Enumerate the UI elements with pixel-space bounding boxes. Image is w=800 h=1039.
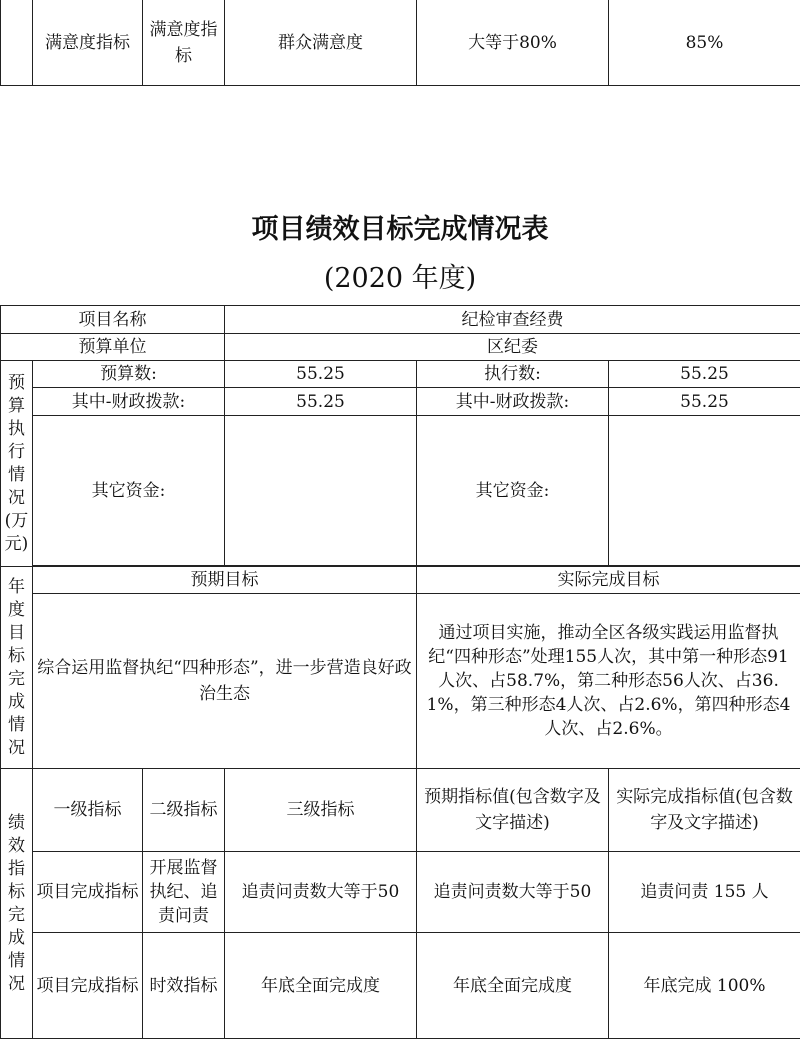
table-row [1,416,800,566]
budget-unit-label: 预算单位 [1,334,225,361]
table-row [1,567,800,594]
actual-goal-text: 通过项目实施，推动全区各级实践运用监督执纪“四种形态”处理155人次，其中第一种形态91人次、占58.7%，第二种形态56人次、占36.1%，第三种形态4人次、占2.6%，第四种形态4人次、占2.6%。 [417,594,800,769]
fiscal-label-left: 其中-财政拨款: [33,388,225,416]
page-title: 项目绩效目标完成情况表 [0,210,800,250]
expected-goal-text: 综合运用监督执纪“四种形态”，进一步营造良好政治生态 [33,594,417,769]
satisfaction-level1-cell: 满意度指标 [33,0,143,86]
row1-level3: 追责问责数大等于50 [225,852,417,933]
row2-level1: 项目完成指标 [33,933,143,1039]
satisfaction-level3-cell: 群众满意度 [225,0,417,86]
page-subtitle: (2020 年度) [0,259,800,299]
fiscal-value-right: 55.25 [609,388,800,416]
row2-actual: 年底完成 100% [609,933,800,1039]
table-row [1,306,800,334]
table-row [1,852,800,933]
other-funds-label-right: 其它资金: [417,416,609,566]
row2-expected: 年底全面完成度 [417,933,609,1039]
continuation-table [0,0,800,86]
row1-level2: 开展监督执纪、追责问责 [143,852,225,933]
satisfaction-expected-cell: 大等于80% [417,0,609,86]
table-row [1,594,800,769]
expected-goal-header: 预期目标 [33,567,417,594]
annual-goal-side-label: 年度目标完成情况 [1,567,33,769]
header-actual: 实际完成指标值(包含数字及文字描述) [609,769,800,852]
row2-level2: 时效指标 [143,933,225,1039]
indicators-side-label: 绩效指标完成情况 [1,769,33,1039]
header-level1: 一级指标 [33,769,143,852]
project-name-label: 项目名称 [1,306,225,334]
other-funds-value-left [225,416,417,566]
other-funds-value-right [609,416,800,566]
row1-actual: 追责问责 155 人 [609,852,800,933]
other-funds-label-left: 其它资金: [33,416,225,566]
table-row [1,361,800,388]
table-row [1,0,800,86]
exec-label: 执行数: [417,361,609,388]
table-row [1,334,800,361]
fiscal-value-left: 55.25 [225,388,417,416]
header-expected: 预期指标值(包含数字及文字描述) [417,769,609,852]
table-row [1,388,800,416]
budget-value: 55.25 [225,361,417,388]
budget-unit-value: 区纪委 [225,334,800,361]
row1-level1: 项目完成指标 [33,852,143,933]
side-cell [1,0,33,86]
project-name-value: 纪检审查经费 [225,306,800,334]
budget-exec-side-label: 预算执行情况(万元) [1,361,33,567]
performance-table [0,305,800,1039]
exec-value: 55.25 [609,361,800,388]
row1-expected: 追责问责数大等于50 [417,852,609,933]
satisfaction-level2-cell: 满意度指标 [143,0,225,86]
satisfaction-actual-cell: 85% [609,0,800,86]
budget-label: 预算数: [33,361,225,388]
actual-goal-header: 实际完成目标 [417,567,800,594]
header-level3: 三级指标 [225,769,417,852]
table-row [1,933,800,1039]
header-level2: 二级指标 [143,769,225,852]
row2-level3: 年底全面完成度 [225,933,417,1039]
table-row [1,769,800,852]
fiscal-label-right: 其中-财政拨款: [417,388,609,416]
